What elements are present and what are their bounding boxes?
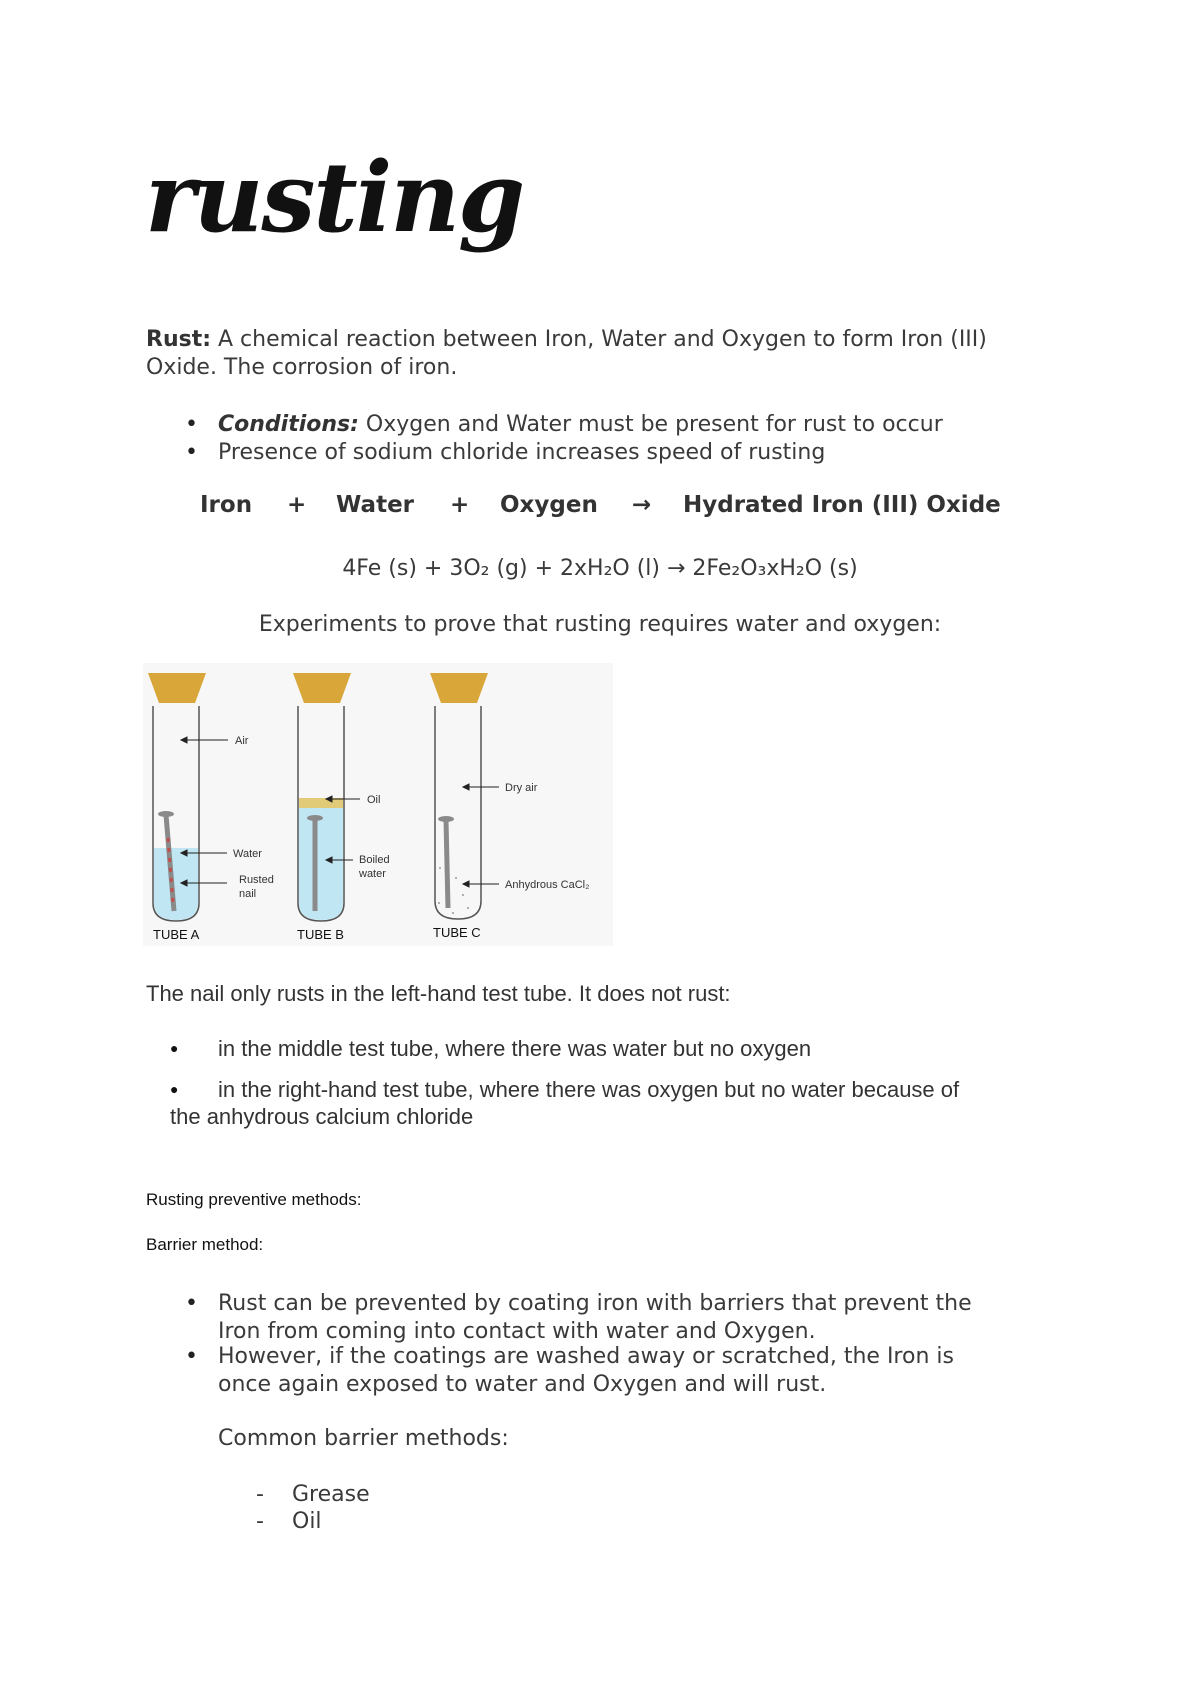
experiment-heading: Experiments to prove that rusting requires water and oxygen: <box>258 612 942 637</box>
label-water: Water <box>233 848 262 860</box>
conditions-label: Conditions: <box>218 412 359 437</box>
barrier-heading: Barrier method: <box>146 1235 264 1254</box>
eq-water: Water <box>336 492 415 518</box>
rust-term: Rust: <box>146 327 212 352</box>
sodium-chloride-bullet: • Presence of sodium chloride increases speed of rusting <box>218 439 825 467</box>
label-nail: nail <box>239 888 257 900</box>
conditions-bullet <box>218 411 943 439</box>
definition-line-2: Oxide. The corrosion of iron. <box>146 355 458 380</box>
tube-a-label: TUBE A <box>153 927 200 942</box>
eq-iron: Iron <box>200 492 253 518</box>
method-grease: Grease <box>292 1482 370 1507</box>
result-item-1: ● in the middle test tube, where there was water but no oxygen <box>218 1036 811 1062</box>
rust-definition <box>146 326 1066 382</box>
tube-c-nail <box>446 820 448 908</box>
page-title: rusting <box>145 141 524 254</box>
tube-b-water <box>299 808 343 920</box>
tube-c-label: TUBE C <box>433 925 481 940</box>
method-dash-1: - <box>256 1482 264 1507</box>
barrier-bullet-2-line-2: once again exposed to water and Oxygen and will rust. <box>218 1372 827 1397</box>
eq-oxygen: Oxygen <box>500 492 598 518</box>
label-boiled: Boiled <box>359 854 390 866</box>
method-dash-2: - <box>256 1509 264 1534</box>
label-rusted: Rusted <box>239 874 274 886</box>
label-boiled-water: water <box>359 868 386 880</box>
symbol-equation: 4Fe (s) + 3O₂ (g) + 2xH₂O (l) → 2Fe₂O₃xH₂O (s) <box>342 556 858 581</box>
label-air: Air <box>235 735 249 747</box>
common-methods-heading: Common barrier methods: <box>218 1426 509 1451</box>
barrier-bullet-2 <box>218 1343 954 1399</box>
barrier-bullet-1 <box>218 1290 972 1346</box>
label-oil: Oil <box>367 794 381 806</box>
conditions-text: Oxygen and Water must be present for rust to occur <box>358 412 943 437</box>
barrier-bullet-2-line-1: • However, if the coatings are washed away or scratched, the Iron is <box>218 1344 954 1369</box>
tube-b-label: TUBE B <box>297 927 344 942</box>
result-item-2 <box>218 1077 959 1103</box>
result-item-2-line-1: in the right-hand test tube, where there was oxygen but no water because of <box>218 1077 960 1102</box>
barrier-bullet-1-line-2: Iron from coming into contact with water and Oxygen. <box>218 1319 816 1344</box>
result-intro: The nail only rusts in the left-hand test tube. It does not rust: <box>146 981 731 1006</box>
result-item-2-line-2: the anhydrous calcium chloride <box>170 1104 474 1129</box>
prevention-heading: Rusting preventive methods: <box>146 1190 362 1209</box>
test-tube-diagram <box>143 663 613 946</box>
barrier-bullet-1-line-1: • Rust can be prevented by coating iron with barriers that prevent the <box>218 1291 972 1316</box>
eq-plus-2: + <box>450 492 470 518</box>
label-anhydrous: Anhydrous CaCl₂ <box>505 879 590 891</box>
label-dry-air: Dry air <box>505 782 538 794</box>
method-oil: Oil <box>292 1509 322 1534</box>
eq-arrow: → <box>632 492 652 518</box>
eq-product: Hydrated Iron (III) Oxide <box>683 492 1001 518</box>
definition-line-1: A chemical reaction between Iron, Water and Oxygen to form Iron (III) <box>211 327 987 352</box>
eq-plus-1: + <box>287 492 307 518</box>
